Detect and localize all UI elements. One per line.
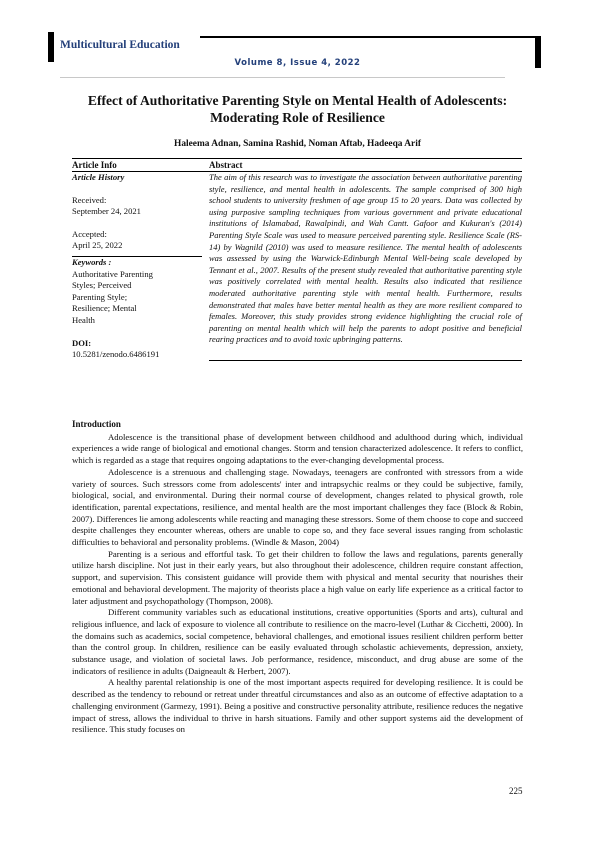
article-history [72, 172, 202, 252]
body-paragraph: Adolescence is the transitional phase of development between childhood and adulthood during which, individual experiences a wide range of biological and emotional changes. Storm and tension characterized adolescence. It refers to conflict, which is regarded as a stage that requires ongoing adaptations to the ever-changing developmental process. [72, 431, 523, 466]
body-paragraph: Parenting is a serious and effortful task. To get their children to follow the laws and regulations, parents generally utilize harsh discipline. Not just in their early years, but also throughout their adolescence, children require constant affection, support, and supervision. This consistent guidance will provide them with physical and mental security that nourishes their emotional and behavioral development. The majority of theorists place a high value on early life experience as a critical factor to later adjustment and psychopathology (Thompson, 2008). [72, 548, 523, 606]
article-title-line-1: Effect of Authoritative Parenting Style on Mental Health of Adolescents: [87, 93, 508, 108]
header-frame-top-rule [200, 36, 541, 38]
keywords-block [72, 257, 202, 361]
article-info-table [72, 158, 522, 361]
keywords-label: Keywords : [72, 256, 112, 267]
article-title-line-2: Moderating Role of Resilience [210, 110, 385, 125]
keyword-line: Styles; Perceived [72, 280, 132, 291]
article-info-heading: Article Info [72, 159, 202, 172]
abstract-text: The aim of this research was to investigate the association between authoritative parenting style, resilience, and mental health in adolescents. The sample comprised of 300 high school students to university freshmen of age group 15 to 20 years. Data was collected by using purposive sampling techniques from various government and private educational institutions of Islamabad, Rawalpindi, and Wah Cantt. Gafoor and Kukuran's (2014) Parenting Style Scale was used to measure perceived parenting style. Resilience Scale (RS-14) by Wagnild (2010) was used to measure resilience. The mental health of adolescents was assessed by using the Warwick-Edinburgh Mental Well-being scale developed by Tennant et al., 2007. Results of the present study revealed that authoritative parenting style was positively correlated with mental health. Results also indicated that resilience moderated authoritative parenting style with mental health. Furthermore, results demonstrated that males have better mental health as they are more resilient compared to females. Moreover, this study provides strong evidence highlighting the crucial role of parenting on mental health which will help the parents to adopt positive and beneficial rearing practices and to avoid toxic upbringing patterns. [209, 172, 522, 361]
accepted-label: Accepted: [72, 228, 107, 239]
received-date: September 24, 2021 [72, 206, 141, 217]
received-label: Received: [72, 194, 107, 205]
keyword-line: Authoritative Parenting [72, 268, 153, 279]
keyword-line: Resilience; Mental [72, 303, 137, 314]
doi-value: 10.5281/zenodo.6486191 [72, 349, 160, 360]
journal-name: Multicultural Education [60, 39, 180, 51]
abstract-heading: Abstract [209, 159, 522, 172]
accepted-date: April 25, 2022 [72, 240, 123, 251]
header-divider [60, 77, 505, 78]
body-paragraph: A healthy parental relationship is one of the most important aspects required for developing resilience. It is could be described as the tendency to rebound or retreat under threatful circumstances and also as an outcome of effective adaptation to a challenging environment (Garmezy, 1991). Being a positive and constructive personality attribute, resilience reduces the negative impact of stress, allows the individual to thrive in harsh situations. Family and other support systems aid the development of resilience. This study focuses on [72, 677, 523, 735]
body-paragraph: Adolescence is a strenuous and challenging stage. Nowadays, teenagers are confronted with stressors from a wide variety of sources. Such stressors come from adolescents' inter and intrapsychic realms or they could be subjective, family, biological, social, and environmental. During their normal course of development, changes related to physical growth, role identification, parental expectations, resilience, and mental health are the most important challenges they face (Block & Robin, 2007). Differences lie among adolescents while reacting and managing these stressors. Some of them choose to cope and succeed despite challenges they encounter whereas, others are unable to cope so, and they face several issues ranging from scholastic difficulties to behavioral and personality problems. (Windle & Mason, 2004) [72, 466, 523, 548]
volume-issue: Volume 8, Issue 4, 2022 [234, 58, 361, 68]
article-history-label: Article History [72, 172, 125, 182]
section-heading-introduction: Introduction [72, 419, 121, 429]
author-list: Haleema Adnan, Samina Rashid, Noman Aftab, Hadeeqa Arif [174, 139, 421, 149]
keyword-line: Health [72, 314, 95, 325]
keyword-line: Parenting Style; [72, 291, 128, 302]
body-paragraph: Different community variables such as educational institutions, creative opportunities (Sports and arts), cultural and religious influence, and lack of exposure to violence all contribute to resilience on the macro-level (Luthar & Cicchetti, 2000). In the domains such as academics, social competence, behavioral challenges, and emotional issues resilient children perform better than the control group. In children, resilience can be easily evaluated through scholastic achievements, depression, anxiety, substance usage, and violation of societal laws. Job performance, residence, misconduct, and drug abuse are some of the indicators of resilience in adults (Daigneault & Herbert, 2007). [72, 607, 523, 676]
doi-label: DOI: [72, 337, 92, 348]
article-info-column [72, 172, 202, 361]
article-title [60, 92, 535, 126]
article-body [72, 419, 523, 736]
page-number: 225 [509, 786, 523, 796]
